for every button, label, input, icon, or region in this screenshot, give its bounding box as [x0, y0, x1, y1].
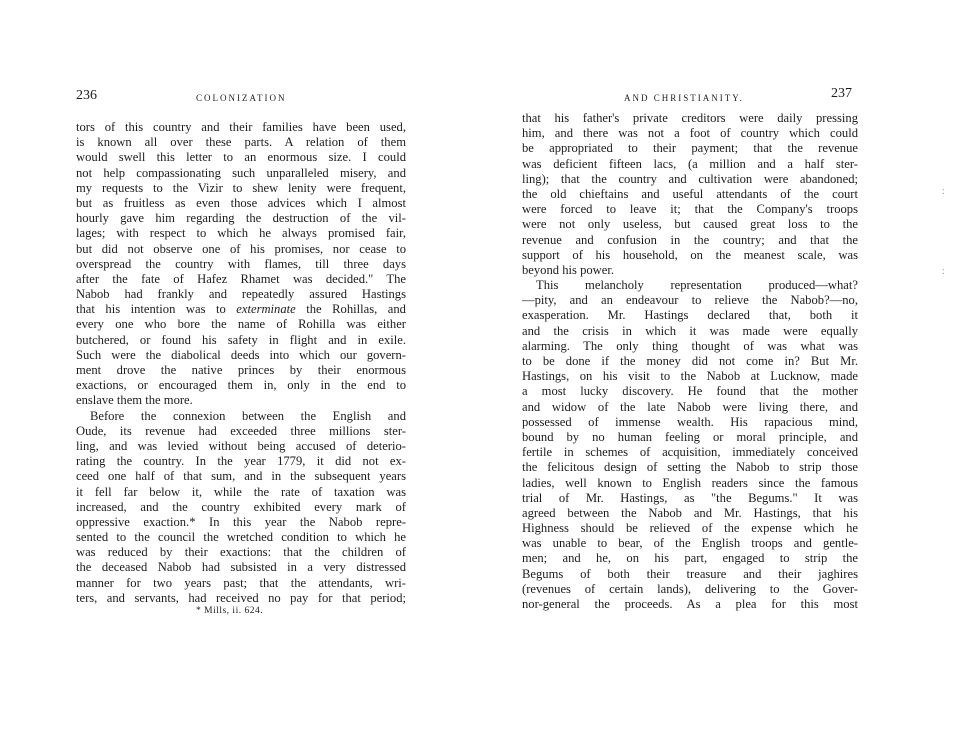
text-line: oppressive exaction.* In this year the Nabob repre-: [76, 514, 406, 529]
text-line: possessed of immense wealth. His rapacious mind,: [522, 414, 858, 429]
margin-mark-top: :: [942, 186, 945, 197]
text-line: the felicitous design of setting the Nabob to strip those: [522, 460, 858, 475]
text-line: it fell far below it, while the rate of taxation was: [76, 484, 406, 499]
text-line: bound by no human feeling or moral principle, and: [522, 429, 858, 444]
text-line: was unable to bear, of the English troops and gentle-: [522, 536, 858, 551]
text-line: butchered, or found his safety in flight and in exile.: [76, 332, 406, 347]
text-line: hourly gave him regarding the destruction of the vil-: [76, 211, 406, 226]
left-running-head: COLONIZATION: [196, 93, 287, 103]
text-line: Highness should be relieved of the expense which he: [522, 521, 858, 536]
text-line: and the crisis in which it was made were equally: [522, 323, 858, 338]
text-line: trial of Mr. Hastings, as "the Begums." It was: [522, 490, 858, 505]
text-line: sented to the council the wretched condition to which he: [76, 530, 406, 545]
text-line: support of his household, on the meanest scale, was: [522, 247, 858, 262]
text-line: ters, and servants, had received no pay for that period;: [76, 590, 406, 605]
right-body-text: [522, 111, 858, 612]
right-page-header: [522, 88, 852, 108]
text-line: and widow of the late Nabob were living there, and: [522, 399, 858, 414]
text-line: every one who bore the name of Rohilla was either: [76, 317, 406, 332]
left-page-header: [76, 88, 406, 108]
text-line: overspread the country with flames, till three days: [76, 256, 406, 271]
text-line: were forced to leave it; that the Company's troops: [522, 202, 858, 217]
text-line: after the fate of Hafez Rhamet was decided." The: [76, 271, 406, 286]
text-line: beyond his power.: [522, 262, 614, 277]
text-line: be appropriated to their payment; that the revenue: [522, 141, 858, 156]
right-page-number: 237: [831, 86, 852, 101]
italic-word: exterminate: [236, 302, 296, 317]
text-line: not help compassionating such unparalleled misery, and: [76, 165, 406, 180]
text-line: Begums of both their treasure and their jaghires: [522, 566, 858, 581]
text-line: that his intention was to exterminate the Rohillas, and: [76, 302, 406, 317]
right-running-head: AND CHRISTIANITY.: [624, 93, 744, 103]
text-line: Oude, its revenue had exceeded three millions ster-: [76, 423, 406, 438]
text-line: enslave them the more.: [76, 393, 193, 408]
text-line: This melancholy representation produced—what?: [536, 278, 858, 293]
text-line: was reduced by their exactions: that the children of: [76, 545, 406, 560]
text-line: Such were the diabolical deeds into which our govern-: [76, 347, 406, 362]
text-line: —pity, and an endeavour to relieve the Nabob?—no,: [522, 293, 858, 308]
left-page-number: 236: [76, 88, 97, 103]
text-line: my requests to the Vizir to shew lenity were frequent,: [76, 180, 406, 195]
left-footnote: * Mills, ii. 624.: [196, 606, 264, 616]
text-line: but as fruitless as even those advices which I almost: [76, 195, 406, 210]
text-line: ling); that the country and cultivation were abandoned;: [522, 171, 858, 186]
text-line: ladies, well known to English readers since the famous: [522, 475, 858, 490]
text-line: revenue and confusion in the country; and that the: [522, 232, 858, 247]
text-line: him, and there was not a foot of country which could: [522, 126, 858, 141]
text-line: (revenues of certain lands), delivering to the Gover-: [522, 581, 858, 596]
text-line: ling, and was levied without being accused of deterio-: [76, 438, 406, 453]
text-line: alarming. The only thing thought of was what was: [522, 338, 858, 353]
text-line: ceed one half of that sum, and in the subsequent years: [76, 469, 406, 484]
text-line: lages; with respect to which he always promised fair,: [76, 226, 406, 241]
text-line: is known all over these parts. A relation of them: [76, 135, 406, 150]
text-line: manner for two years past; that the attendants, wri-: [76, 575, 406, 590]
text-line: men; and he, on his part, engaged to strip the: [522, 551, 858, 566]
text-line: fertile in schemes of acquisition, immediately conceived: [522, 445, 858, 460]
margin-mark-bottom: :: [942, 266, 945, 277]
text-line: was deficient fifteen lacs, (a million and a half ster-: [522, 156, 858, 171]
text-line: would swell this letter to an enormous size. I could: [76, 150, 406, 165]
text-line: increased, and the country exhibited every mark of: [76, 499, 406, 514]
text-line: a most lucky discovery. He found that the mother: [522, 384, 858, 399]
text-line: to be done if the money did not come in? But Mr.: [522, 354, 858, 368]
text-line: the deceased Nabob had subsisted in a very distressed: [76, 560, 406, 575]
text-line: exasperation. Mr. Hastings declared that, both it: [522, 308, 858, 323]
text-line: that his father's private creditors were daily pressing: [522, 111, 858, 125]
text-line: Before the connexion between the English and: [90, 408, 406, 423]
text-line: rating the country. In the year 1779, it did not ex-: [76, 454, 406, 469]
text-line: were not only useless, but caused great loss to the: [522, 217, 858, 232]
text-line: tors of this country and their families have been used,: [76, 120, 406, 134]
text-line: ment drove the native princes by their enormous: [76, 363, 406, 377]
right-page: [490, 0, 980, 736]
text-line: exactions, or encouraged them in, only in the end to: [76, 378, 406, 393]
text-line: nor-general the proceeds. As a plea for this most: [522, 597, 858, 611]
text-line: but did not observe one of his promises, nor cease to: [76, 241, 406, 256]
text-line: Nabob had frankly and repeatedly assured Hastings: [76, 287, 406, 302]
text-line: the old chieftains and useful attendants of the court: [522, 186, 858, 201]
text-line: Hastings, on his visit to the Nabob at Lucknow, made: [522, 369, 858, 384]
left-body-text: [76, 120, 406, 606]
text-line: agreed between the Nabob and Mr. Hastings, that his: [522, 505, 858, 520]
